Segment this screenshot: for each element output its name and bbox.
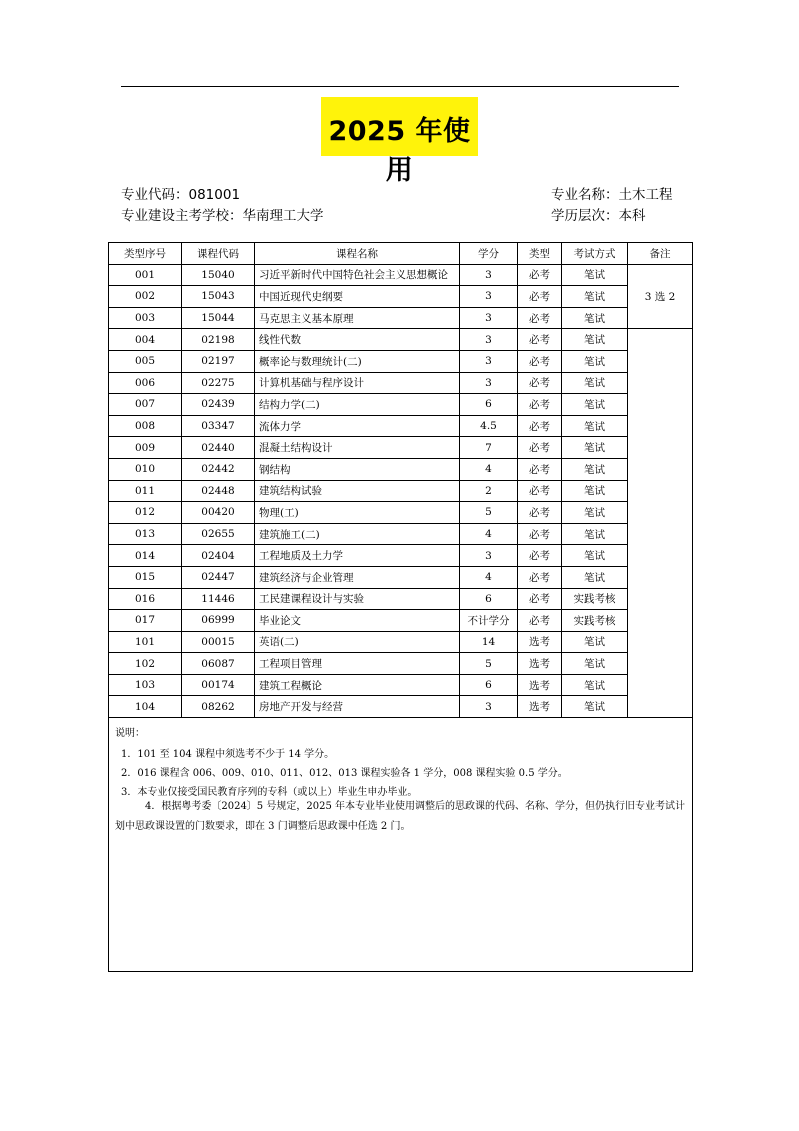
cell-seq: 005 — [109, 350, 182, 372]
cell-code: 11446 — [182, 588, 255, 610]
cell-credit: 4 — [460, 458, 518, 480]
cell-type: 必考 — [518, 415, 562, 437]
table-row — [109, 696, 693, 718]
header-name: 课程名称 — [255, 243, 460, 265]
cell-seq: 008 — [109, 415, 182, 437]
education-level: 学历层次：本科 — [551, 208, 646, 224]
major-name: 专业名称：土木工程 — [551, 187, 673, 203]
cell-type: 必考 — [518, 566, 562, 588]
cell-remark-empty — [628, 329, 693, 718]
cell-credit: 3 — [460, 545, 518, 567]
cell-type: 必考 — [518, 307, 562, 329]
table-row — [109, 653, 693, 675]
cell-remark-group: 3 选 2 — [628, 264, 693, 329]
note-item: 4．根据粤考委〔2024〕5 号规定，2025 年本专业毕业使用调整后的思政课的代码、名称、学分，但仍执行旧专业考试计划中思政课设置的门数要求，即在 3 门调整后思政课中任选 2 门。 — [115, 801, 685, 832]
cell-code: 02442 — [182, 458, 255, 480]
cell-code: 02440 — [182, 437, 255, 459]
cell-name: 毕业论文 — [255, 610, 460, 632]
cell-exam: 笔试 — [562, 653, 628, 675]
cell-type: 必考 — [518, 437, 562, 459]
table-row — [109, 523, 693, 545]
cell-type: 选考 — [518, 674, 562, 696]
cell-seq: 004 — [109, 329, 182, 351]
cell-name: 建筑经济与企业管理 — [255, 566, 460, 588]
cell-type: 选考 — [518, 653, 562, 675]
header-type: 类型 — [518, 243, 562, 265]
cell-name: 英语(二) — [255, 631, 460, 653]
table-row — [109, 502, 693, 524]
cell-seq: 102 — [109, 653, 182, 675]
cell-type: 必考 — [518, 286, 562, 308]
cell-code: 02447 — [182, 566, 255, 588]
cell-name: 工程项目管理 — [255, 653, 460, 675]
cell-seq: 003 — [109, 307, 182, 329]
cell-code: 15044 — [182, 307, 255, 329]
table-row — [109, 458, 693, 480]
cell-exam: 笔试 — [562, 523, 628, 545]
header-credit: 学分 — [460, 243, 518, 265]
table-row — [109, 372, 693, 394]
cell-exam: 笔试 — [562, 458, 628, 480]
cell-name: 线性代数 — [255, 329, 460, 351]
cell-name: 工程地质及土力学 — [255, 545, 460, 567]
cell-code: 02404 — [182, 545, 255, 567]
cell-exam: 笔试 — [562, 264, 628, 286]
cell-seq: 011 — [109, 480, 182, 502]
cell-code: 02448 — [182, 480, 255, 502]
cell-name: 马克思主义基本原理 — [255, 307, 460, 329]
cell-code: 02655 — [182, 523, 255, 545]
table-row — [109, 437, 693, 459]
cell-credit: 7 — [460, 437, 518, 459]
header-code: 课程代码 — [182, 243, 255, 265]
cell-exam: 笔试 — [562, 696, 628, 718]
course-table-body — [109, 264, 693, 717]
course-table — [108, 242, 693, 718]
note-item: 2．016 课程含 006、009、010、011、012、013 课程实验各 1 学分，008 课程实验 0.5 学分。 — [121, 768, 568, 779]
cell-exam: 笔试 — [562, 286, 628, 308]
cell-code: 15040 — [182, 264, 255, 286]
cell-exam: 笔试 — [562, 329, 628, 351]
cell-credit: 3 — [460, 372, 518, 394]
cell-credit: 3 — [460, 286, 518, 308]
cell-code: 00015 — [182, 631, 255, 653]
cell-credit: 3 — [460, 350, 518, 372]
cell-credit: 5 — [460, 502, 518, 524]
cell-credit: 4.5 — [460, 415, 518, 437]
cell-exam: 笔试 — [562, 437, 628, 459]
cell-seq: 015 — [109, 566, 182, 588]
cell-credit: 3 — [460, 264, 518, 286]
cell-name: 工民建课程设计与实验 — [255, 588, 460, 610]
cell-exam: 笔试 — [562, 350, 628, 372]
cell-type: 必考 — [518, 523, 562, 545]
cell-name: 房地产开发与经营 — [255, 696, 460, 718]
notes-section — [108, 718, 693, 972]
cell-exam: 笔试 — [562, 502, 628, 524]
cell-type: 必考 — [518, 329, 562, 351]
cell-name: 建筑结构试验 — [255, 480, 460, 502]
cell-credit: 4 — [460, 566, 518, 588]
cell-type: 必考 — [518, 545, 562, 567]
cell-credit: 3 — [460, 696, 518, 718]
table-row — [109, 631, 693, 653]
cell-exam: 实践考核 — [562, 588, 628, 610]
cell-code: 02197 — [182, 350, 255, 372]
cell-name: 建筑施工(二) — [255, 523, 460, 545]
school-name: 专业建设主考学校：华南理工大学 — [121, 208, 324, 224]
cell-exam: 笔试 — [562, 566, 628, 588]
cell-seq: 012 — [109, 502, 182, 524]
cell-code: 03347 — [182, 415, 255, 437]
cell-credit: 6 — [460, 588, 518, 610]
cell-credit: 5 — [460, 653, 518, 675]
cell-code: 02275 — [182, 372, 255, 394]
cell-code: 08262 — [182, 696, 255, 718]
cell-code: 00420 — [182, 502, 255, 524]
cell-credit: 2 — [460, 480, 518, 502]
cell-name: 物理(工) — [255, 502, 460, 524]
cell-seq: 013 — [109, 523, 182, 545]
table-row — [109, 264, 693, 286]
cell-type: 必考 — [518, 588, 562, 610]
header-remark: 备注 — [628, 243, 693, 265]
table-row — [109, 286, 693, 308]
table-row — [109, 610, 693, 632]
cell-name: 钢结构 — [255, 458, 460, 480]
cell-type: 必考 — [518, 610, 562, 632]
header-rule — [121, 86, 679, 87]
cell-type: 必考 — [518, 458, 562, 480]
page-title: 2025 年使用 — [328, 116, 471, 186]
table-row — [109, 588, 693, 610]
cell-name: 结构力学(二) — [255, 394, 460, 416]
cell-type: 必考 — [518, 264, 562, 286]
cell-name: 习近平新时代中国特色社会主义思想概论 — [255, 264, 460, 286]
table-row — [109, 394, 693, 416]
cell-seq: 009 — [109, 437, 182, 459]
cell-credit: 4 — [460, 523, 518, 545]
cell-seq: 007 — [109, 394, 182, 416]
table-row — [109, 329, 693, 351]
cell-seq: 006 — [109, 372, 182, 394]
table-row — [109, 307, 693, 329]
cell-type: 选考 — [518, 631, 562, 653]
cell-seq: 017 — [109, 610, 182, 632]
cell-code: 15043 — [182, 286, 255, 308]
cell-credit: 6 — [460, 394, 518, 416]
cell-code: 00174 — [182, 674, 255, 696]
cell-exam: 笔试 — [562, 415, 628, 437]
note-item: 1．101 至 104 课程中须选考不少于 14 学分。 — [121, 749, 335, 760]
cell-seq: 010 — [109, 458, 182, 480]
year-banner — [321, 97, 478, 186]
cell-exam: 笔试 — [562, 545, 628, 567]
cell-credit: 3 — [460, 307, 518, 329]
cell-seq: 016 — [109, 588, 182, 610]
cell-exam: 实践考核 — [562, 610, 628, 632]
cell-type: 必考 — [518, 480, 562, 502]
cell-seq: 002 — [109, 286, 182, 308]
cell-code: 02198 — [182, 329, 255, 351]
cell-exam: 笔试 — [562, 394, 628, 416]
table-row — [109, 674, 693, 696]
cell-name: 混凝土结构设计 — [255, 437, 460, 459]
cell-seq: 104 — [109, 696, 182, 718]
major-code: 专业代码：081001 — [121, 187, 241, 203]
cell-seq: 101 — [109, 631, 182, 653]
cell-exam: 笔试 — [562, 631, 628, 653]
cell-code: 06999 — [182, 610, 255, 632]
header-exam: 考试方式 — [562, 243, 628, 265]
note-item: 3．本专业仅接受国民教育序列的专科（或以上）毕业生申办毕业。 — [121, 787, 418, 798]
cell-credit: 不计学分 — [460, 610, 518, 632]
cell-seq: 103 — [109, 674, 182, 696]
cell-exam: 笔试 — [562, 480, 628, 502]
table-row — [109, 350, 693, 372]
table-row — [109, 480, 693, 502]
cell-type: 必考 — [518, 502, 562, 524]
cell-type: 必考 — [518, 394, 562, 416]
cell-exam: 笔试 — [562, 674, 628, 696]
cell-seq: 014 — [109, 545, 182, 567]
table-row — [109, 415, 693, 437]
table-row — [109, 545, 693, 567]
cell-name: 中国近现代史纲要 — [255, 286, 460, 308]
cell-name: 流体力学 — [255, 415, 460, 437]
cell-credit: 14 — [460, 631, 518, 653]
cell-credit: 3 — [460, 329, 518, 351]
cell-name: 建筑工程概论 — [255, 674, 460, 696]
cell-exam: 笔试 — [562, 307, 628, 329]
cell-credit: 6 — [460, 674, 518, 696]
cell-seq: 001 — [109, 264, 182, 286]
table-row — [109, 566, 693, 588]
cell-exam: 笔试 — [562, 372, 628, 394]
cell-type: 必考 — [518, 350, 562, 372]
cell-name: 概率论与数理统计(二) — [255, 350, 460, 372]
cell-name: 计算机基础与程序设计 — [255, 372, 460, 394]
notes-title: 说明： — [115, 728, 145, 739]
table-header-row — [109, 243, 693, 265]
cell-code: 02439 — [182, 394, 255, 416]
header-seq: 类型序号 — [109, 243, 182, 265]
cell-type: 选考 — [518, 696, 562, 718]
cell-code: 06087 — [182, 653, 255, 675]
cell-type: 必考 — [518, 372, 562, 394]
